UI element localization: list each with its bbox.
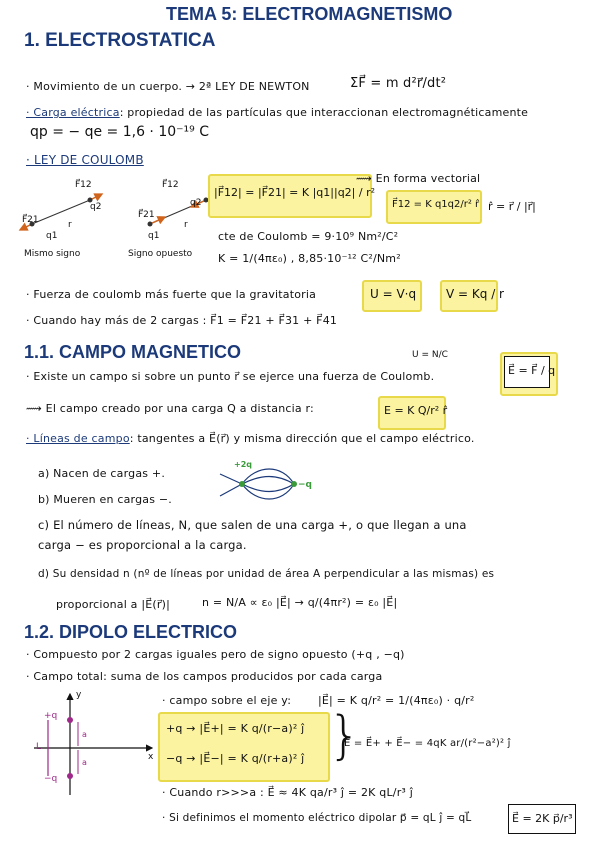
carga-value: qp = − qe = 1,6 · 10⁻¹⁹ C (30, 124, 209, 140)
e-minus-formula: −q → |E⃗−| = K q/(r+a)² ĵ (166, 752, 305, 765)
vectorial-label: ⟿ En forma vectorial (356, 172, 481, 185)
label-f21-a: F⃗21 (22, 215, 39, 225)
carga-term: · Carga eléctrica (26, 106, 120, 119)
e-q-formula: E = K Q/r² r̂ (384, 404, 448, 417)
signo-opuesto-caption: Signo opuesto (128, 249, 193, 259)
density-formula: n = N/A ∝ ε₀ |E⃗| → q/(4πr²) = ε₀ |E⃗| (202, 596, 398, 609)
rhat-formula: r̂ = r⃗ / |r⃗| (488, 200, 536, 213)
charge-minus-label: −q (44, 774, 58, 784)
label-q2-b: q2 (190, 198, 202, 208)
coulomb-formula: |F⃗12| = |F⃗21| = K |q1||q2| / r² (214, 186, 376, 199)
charge-plus-label: +q (44, 711, 58, 721)
a-label-top: a (82, 730, 87, 739)
total-field-formula: E⃗ = E⃗+ + E⃗− = 4qK ar/(r²−a²)² ĵ (344, 738, 511, 749)
dipolo-compuesto: · Compuesto por 2 cargas iguales pero de signo opuesto (+q , −q) (26, 648, 405, 661)
section-heading-campo: 1.1. CAMPO MAGNETICO (24, 342, 242, 362)
mismo-signo-caption: Mismo signo (24, 249, 81, 259)
carga-definition: : propiedad de las partículas que interaccionan electromagnéticamente (119, 106, 529, 119)
campo-eje-formula: |E⃗| = K q/r² = 1/(4πε₀) · q/r² (318, 694, 475, 707)
rule-c-line1: c) El número de líneas, N, que salen de una carga +, o que llegan a una (38, 518, 467, 532)
coulomb-diagram (20, 178, 220, 258)
length-l-label: L (36, 742, 42, 752)
coulomb-heading: · LEY DE COULOMB (26, 153, 144, 167)
label-r-b: r (184, 220, 188, 230)
rule-a: a) Nacen de cargas +. (38, 467, 166, 480)
dipolo-campo-total: · Campo total: suma de los campos producidos por cada carga (26, 670, 383, 683)
fuerza-text: · Fuerza de coulomb más fuerte que la gravitatoria (26, 288, 317, 301)
rule-d-line2: proporcional a |E⃗(r⃗)| (56, 598, 170, 611)
rule-b: b) Mueren en cargas −. (38, 493, 172, 506)
e-definition: E⃗ = F⃗ / q (508, 364, 556, 377)
axis-y-label: y (76, 690, 82, 700)
lineas-line (26, 432, 475, 445)
k-formula: K = 1/(4πε₀) , 8,85·10⁻¹² C²/Nm² (218, 252, 401, 265)
cte-coulomb: cte de Coulomb = 9·10⁹ Nm²/C² (218, 230, 399, 243)
multiple-charges-text: · Cuando hay más de 2 cargas : F⃗1 = F⃗21 + F⃗31 + F⃗41 (26, 314, 338, 327)
dipole-moment-def: · Si definimos el momento eléctrico dipolar p⃗ = qL ĵ = qL⃗ (162, 812, 472, 824)
label-f12-a: F⃗12 (75, 180, 92, 190)
section-heading-dipolo: 1.2. DIPOLO ELECTRICO (24, 622, 238, 642)
axis-x-label: x (148, 752, 154, 762)
campo-creado-text: ⟿ El campo creado por una carga Q a distancia r: (26, 402, 314, 415)
label-r-a: r (68, 220, 72, 230)
final-formula: E⃗ = 2K p⃗/r³ (512, 812, 573, 825)
label-q1-b: q1 (148, 231, 160, 241)
rule-c-line2: carga − es proporcional a la carga. (38, 538, 247, 552)
carga-line (26, 106, 528, 119)
page-title: TEMA 5: ELECTROMAGNETISMO (166, 4, 453, 24)
newton-formula: ΣF⃗ = m d²r⃗/dt² (350, 76, 447, 91)
section-heading-electrostatica: 1. ELECTROSTATICA (24, 30, 216, 51)
rule-d-line1: d) Su densidad n (nº de líneas por unidad de área A perpendicular a las mismas) es (38, 568, 495, 580)
existe-text: · Existe un campo si sobre un punto r⃗ se ejerce una fuerza de Coulomb. (26, 370, 435, 383)
label-q1-a: q1 (46, 231, 58, 241)
u-formula: U = V·q (370, 287, 417, 301)
label-f12-b: F⃗12 (162, 180, 179, 190)
lineas-term: · Líneas de campo (26, 432, 130, 445)
lineas-definition: : tangentes a E⃗(r⃗) y misma dirección que el campo eléctrico. (129, 432, 475, 445)
a-label-bottom: a (82, 758, 87, 767)
field-lines-diagram (212, 460, 312, 510)
label-q2-a: q2 (90, 202, 102, 212)
campo-eje-y: · campo sobre el eje y: (162, 694, 292, 707)
minus-q-label: −q (298, 480, 312, 490)
plus-2q-label: +2q (234, 460, 252, 469)
vectorial-formula: F⃗12 = K q1q2/r² r̂ (392, 199, 480, 210)
curly-brace: } (328, 706, 362, 766)
movimiento-text: · Movimiento de un cuerpo. → 2ª LEY DE NEWTON (26, 80, 310, 93)
unit-label: U = N/C (412, 350, 448, 360)
label-f21-b: F⃗21 (138, 210, 155, 220)
far-field-approx: · Cuando r>>>a : E⃗ ≈ 4K qa/r³ ĵ = 2K qL/r³ ĵ (162, 786, 413, 799)
v-formula: V = Kq / r (446, 287, 504, 301)
e-plus-formula: +q → |E⃗+| = K q/(r−a)² ĵ (166, 722, 305, 735)
